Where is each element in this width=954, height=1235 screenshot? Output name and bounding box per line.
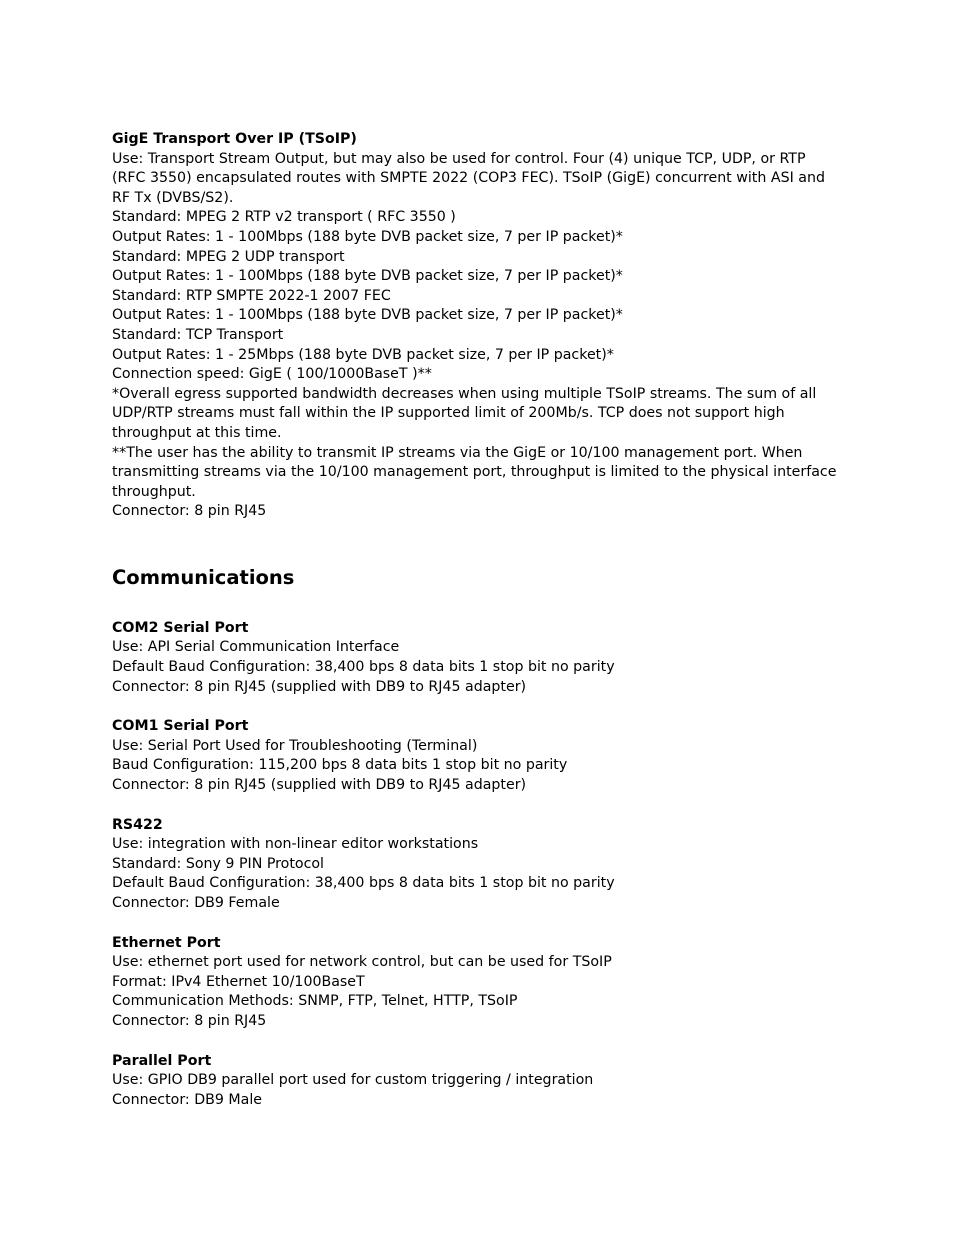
gige-line: Output Rates: 1 - 100Mbps (188 byte DVB packet size, 7 per IP packet)* xyxy=(112,307,623,324)
gige-line: (RFC 3550) encapsulated routes with SMPTE 2022 (COP3 FEC). TSoIP (GigE) concurrent with ASI and xyxy=(112,170,825,187)
rs422-section xyxy=(112,816,852,914)
section-title: Ethernet Port xyxy=(112,934,221,951)
document-page xyxy=(112,130,852,1110)
gige-line: UDP/RTP streams must fall within the IP supported limit of 200Mb/s. TCP does not support high xyxy=(112,405,785,422)
section-line: Connector: DB9 Male xyxy=(112,1091,263,1108)
gige-title: GigE Transport Over IP (TSoIP) xyxy=(112,131,357,147)
gige-line: *Overall egress supported bandwidth decreases when using multiple TSoIP streams. The sum of all xyxy=(112,385,817,402)
gige-line: Output Rates: 1 - 100Mbps (188 byte DVB packet size, 7 per IP packet)* xyxy=(112,228,623,245)
section-line: Use: GPIO DB9 parallel port used for custom triggering / integration xyxy=(112,1072,594,1089)
gige-line: Connection speed: GigE ( 100/1000BaseT )** xyxy=(112,366,432,383)
section-title: Parallel Port xyxy=(112,1052,212,1069)
section-line: Connector: 8 pin RJ45 (supplied with DB9 to RJ45 adapter) xyxy=(112,777,527,794)
gige-section xyxy=(112,130,852,522)
gige-line: Standard: RTP SMPTE 2022-1 2007 FEC xyxy=(112,287,391,304)
section-line: Use: ethernet port used for network control, but can be used for TSoIP xyxy=(112,954,612,971)
section-title: COM2 Serial Port xyxy=(112,619,249,636)
section-line: Baud Configuration: 115,200 bps 8 data bits 1 stop bit no parity xyxy=(112,757,568,774)
gige-line: Output Rates: 1 - 25Mbps (188 byte DVB packet size, 7 per IP packet)* xyxy=(112,346,614,363)
gige-line: throughput. xyxy=(112,483,196,500)
section-line: Use: integration with non-linear editor workstations xyxy=(112,836,479,853)
gige-line: transmitting streams via the 10/100 management port, throughput is limited to the physical interface xyxy=(112,464,837,481)
section-line: Communication Methods: SNMP, FTP, Telnet, HTTP, TSoIP xyxy=(112,993,518,1010)
section-line: Use: Serial Port Used for Troubleshooting (Terminal) xyxy=(112,737,478,754)
com1-section xyxy=(112,717,852,795)
gige-line: RF Tx (DVBS/S2). xyxy=(112,189,234,206)
com2-section xyxy=(112,619,852,697)
section-title: RS422 xyxy=(112,816,163,833)
section-line: Connector: 8 pin RJ45 xyxy=(112,1012,267,1029)
gige-line: Connector: 8 pin RJ45 xyxy=(112,503,267,520)
gige-line: Standard: MPEG 2 RTP v2 transport ( RFC 3550 ) xyxy=(112,209,456,226)
communications-heading: Communications xyxy=(112,565,295,589)
section-line: Default Baud Configuration: 38,400 bps 8 data bits 1 stop bit no parity xyxy=(112,875,615,892)
gige-line: throughput at this time. xyxy=(112,424,282,441)
section-title: COM1 Serial Port xyxy=(112,718,249,735)
gige-line: Use: Transport Stream Output, but may also be used for control. Four (4) unique TCP, UDP, or RTP xyxy=(112,150,806,167)
section-line: Connector: DB9 Female xyxy=(112,895,280,911)
gige-line: Standard: MPEG 2 UDP transport xyxy=(112,248,345,265)
section-line: Default Baud Configuration: 38,400 bps 8 data bits 1 stop bit no parity xyxy=(112,659,615,676)
section-line: Standard: Sony 9 PIN Protocol xyxy=(112,855,324,872)
ethernet-section xyxy=(112,934,852,1032)
gige-line: Output Rates: 1 - 100Mbps (188 byte DVB packet size, 7 per IP packet)* xyxy=(112,268,623,285)
section-line: Use: API Serial Communication Interface xyxy=(112,639,400,656)
gige-line: **The user has the ability to transmit IP streams via the GigE or 10/100 management port. When xyxy=(112,444,803,461)
section-line: Format: IPv4 Ethernet 10/100BaseT xyxy=(112,973,365,990)
parallel-section xyxy=(112,1052,852,1111)
gige-line: Standard: TCP Transport xyxy=(112,326,284,343)
section-line: Connector: 8 pin RJ45 (supplied with DB9 to RJ45 adapter) xyxy=(112,678,527,695)
